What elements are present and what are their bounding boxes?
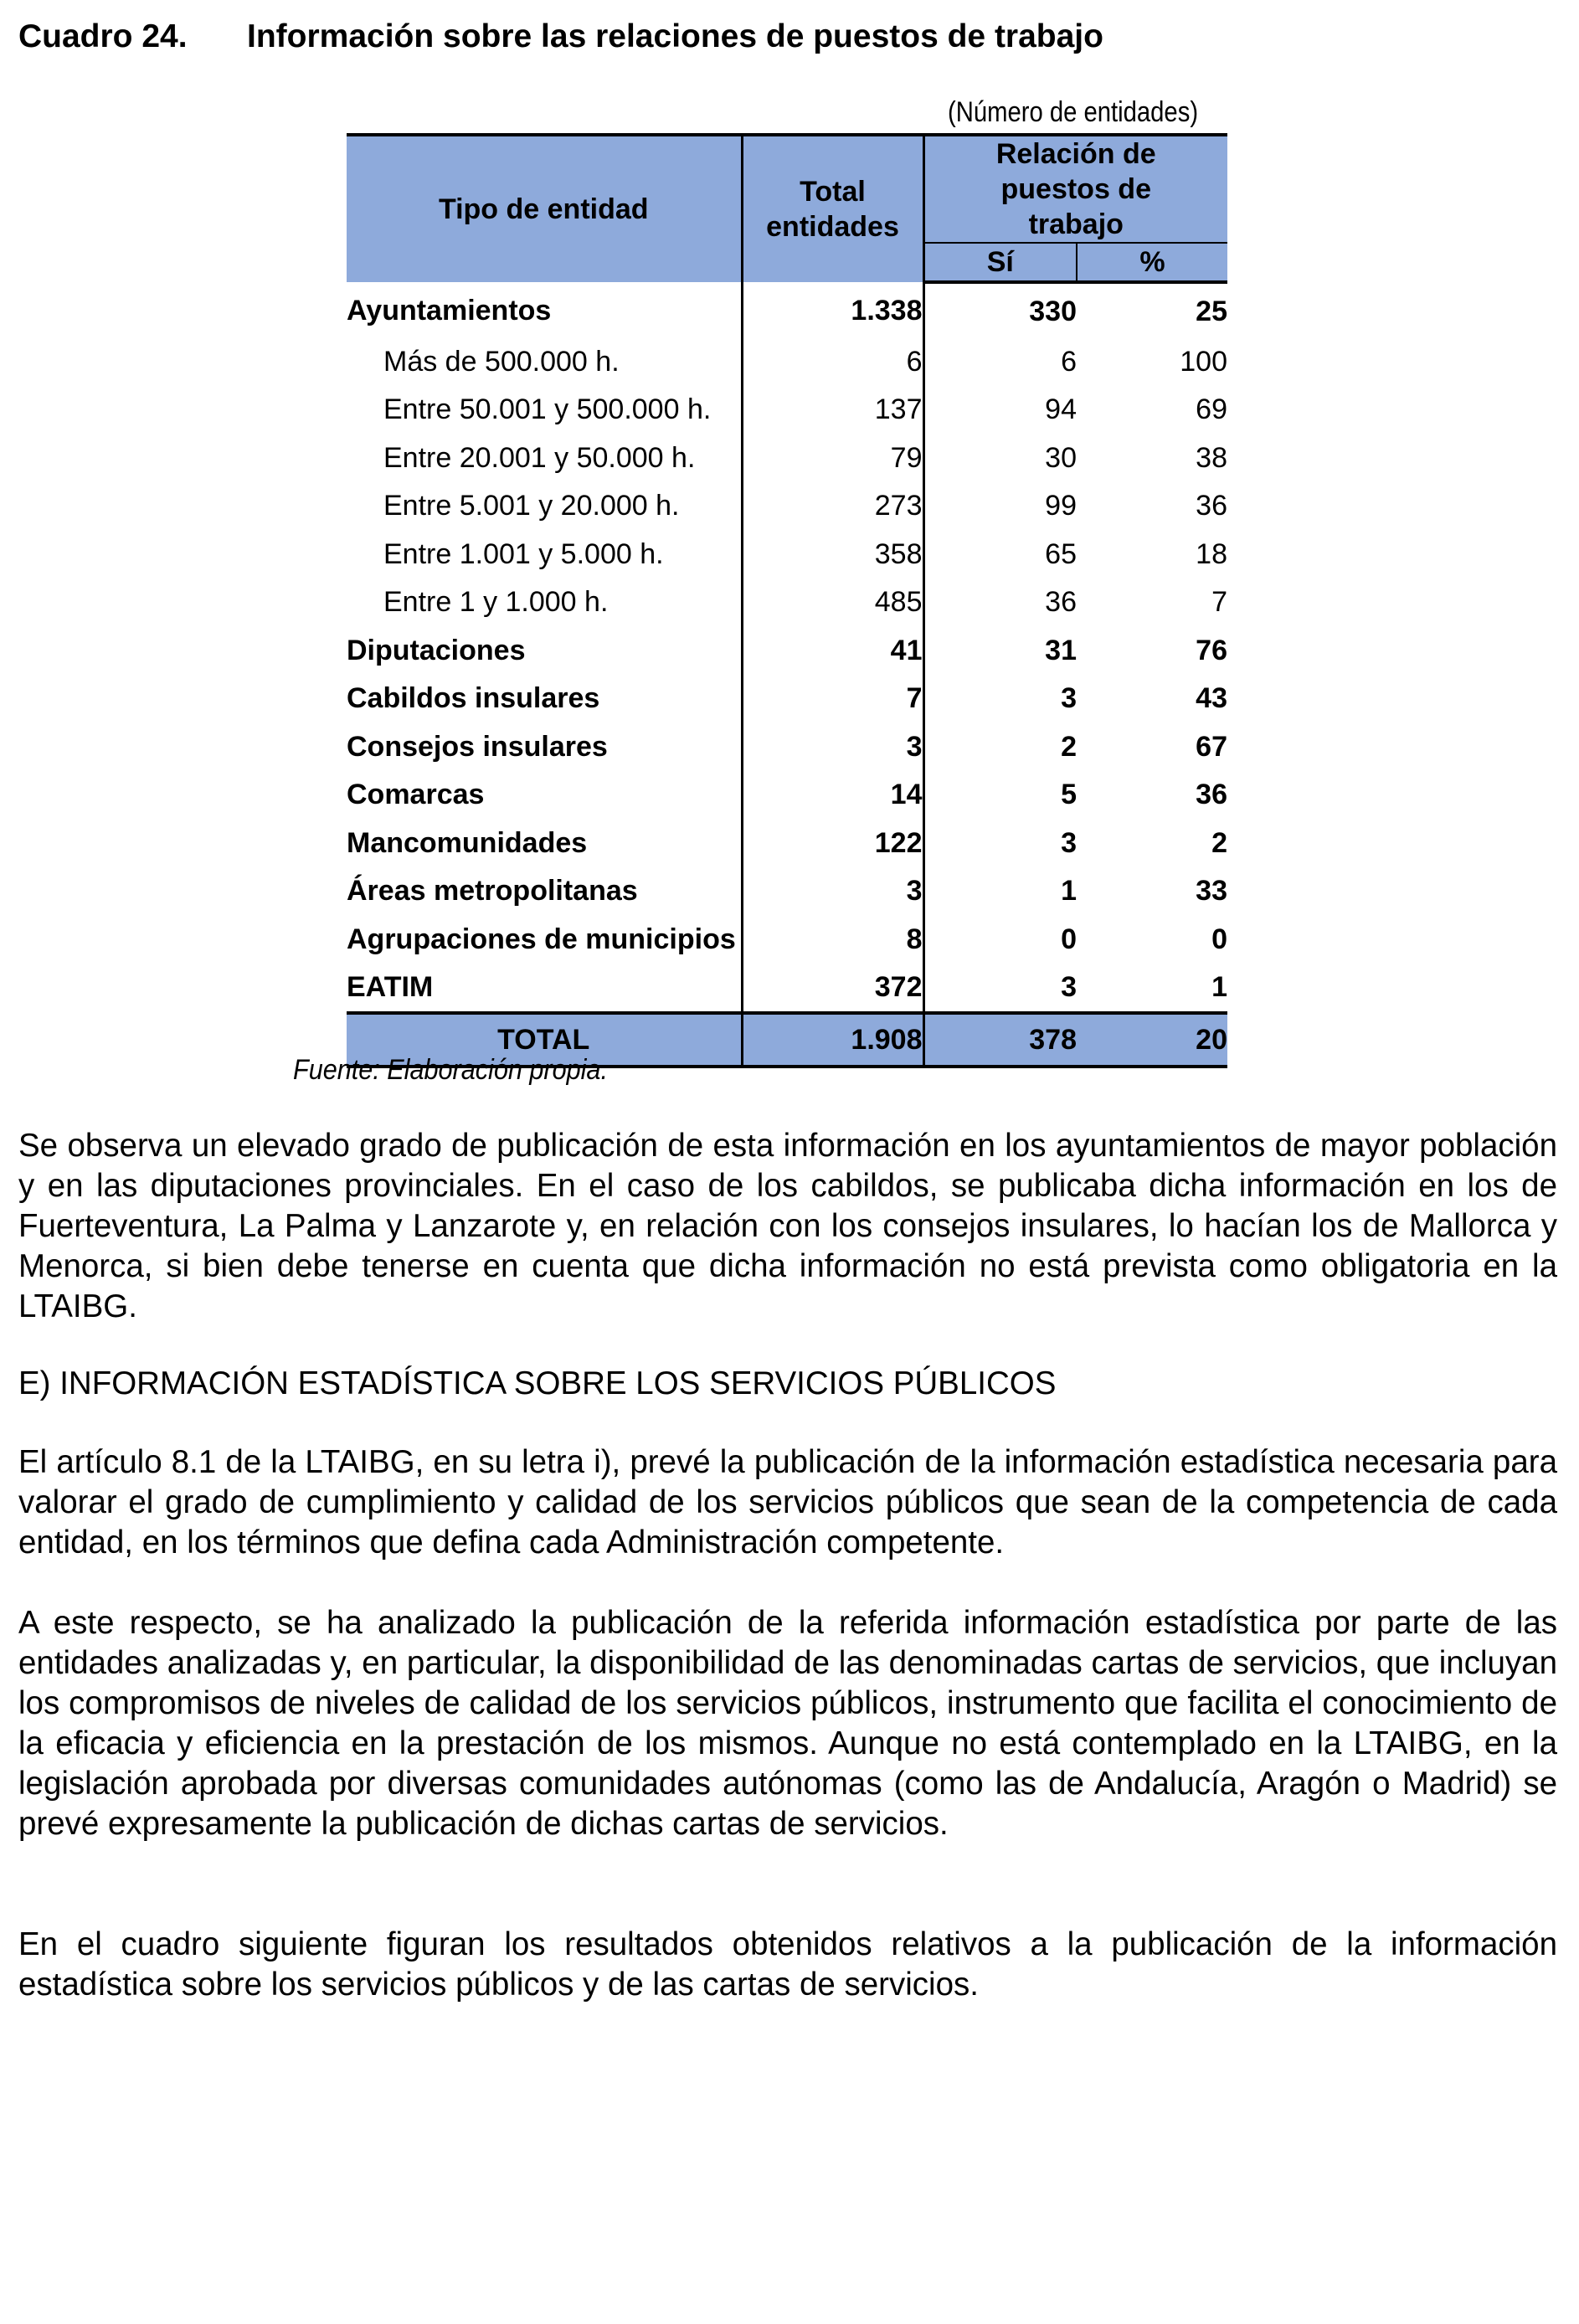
row-total: 41: [742, 626, 923, 675]
table-row: [347, 867, 1227, 916]
row-label: Más de 500.000 h.: [347, 337, 742, 386]
table-source: Fuente: Elaboración propia.: [293, 1054, 608, 1086]
table-title: Información sobre las relaciones de puestos de trabajo: [247, 18, 1103, 54]
table-number: Cuadro 24.: [18, 18, 188, 54]
row-total: 358: [742, 530, 923, 578]
row-label: Cabildos insulares: [347, 675, 742, 723]
row-si: 30: [1045, 441, 1077, 474]
row-label: EATIM: [347, 964, 742, 1014]
row-label: Agrupaciones de municipios: [347, 915, 742, 964]
row-total: 372: [742, 964, 923, 1014]
row-total: 7: [742, 675, 923, 723]
table-row: [347, 337, 1227, 386]
total-si: 378: [923, 1013, 1077, 1067]
table-row: [347, 915, 1227, 964]
table-row: [347, 530, 1227, 578]
row-pct: 76: [1196, 634, 1227, 666]
row-label: Diputaciones: [347, 626, 742, 675]
row-label: Mancomunidades: [347, 819, 742, 867]
table-row: [347, 771, 1227, 820]
row-pct: 7: [1211, 586, 1227, 619]
row-pct: 100: [1180, 345, 1227, 378]
row-pct: 0: [1211, 923, 1227, 955]
row-total: 273: [742, 482, 923, 531]
row-total: 485: [742, 578, 923, 627]
row-total: 3: [742, 722, 923, 771]
row-pct: 18: [1196, 537, 1227, 570]
table-row: [347, 722, 1227, 771]
table-row: [347, 482, 1227, 531]
row-si: 6: [1061, 345, 1077, 378]
table-row: [347, 386, 1227, 434]
row-total: 6: [742, 337, 923, 386]
paragraph-3: A este respecto, se ha analizado la publicación de la referida información estadística por parte de las entidades analizadas y, en particular, la disponibilidad de las denominadas cartas de servicios, que incluyan los compromisos de niveles de calidad de los servicios públicos, instrumento que facilita el conocimiento de la eficacia y eficiencia en la prestación de los mismos. Aunque no está contemplado en la LTAIBG, en la legislación aprobada por diversas comunidades autónomas (como las de Andalucía, Aragón o Madrid) se prevé expresamente la publicación de dichas cartas de servicios.: [18, 1605, 1557, 1842]
table-row: [347, 819, 1227, 867]
table-row: [347, 964, 1227, 1014]
table-row: [347, 626, 1227, 675]
row-pct: 67: [1196, 730, 1227, 763]
paragraph-1: Se observa un elevado grado de publicación de esta información en los ayuntamientos de mayor población y en las diputaciones provinciales. En el caso de los cabildos, se publicaba dicha información en los de Fuerteventura, La Palma y Lanzarote y, en relación con los consejos insulares, lo hacían los de Mallorca y Menorca, si bien debe tenerse en cuenta que dicha información no está prevista como obligatoria en la LTAIBG.: [18, 1128, 1557, 1324]
header-si: Sí: [923, 243, 1077, 282]
header-relacion-puestos: Relación de puestos de trabajo: [923, 135, 1227, 243]
row-total: 122: [742, 819, 923, 867]
row-si: 5: [1061, 779, 1077, 811]
rpt-table: [347, 133, 1227, 1068]
row-si: 330: [1029, 296, 1077, 327]
row-si: 2: [1061, 730, 1077, 763]
header-pct: %: [1077, 243, 1227, 282]
table-row: [347, 434, 1227, 482]
row-pct: 25: [1196, 296, 1227, 327]
units-note: (Número de entidades): [948, 96, 1199, 128]
row-si: 31: [1045, 634, 1077, 666]
row-label: Entre 20.001 y 50.000 h.: [347, 434, 742, 482]
row-pct: 38: [1196, 441, 1227, 474]
row-total: 14: [742, 771, 923, 820]
row-si: 99: [1045, 490, 1077, 522]
row-total: 137: [742, 386, 923, 434]
row-total: 79: [742, 434, 923, 482]
row-total: 3: [742, 867, 923, 916]
table-heading: [18, 18, 1103, 55]
row-si: 36: [1045, 586, 1077, 619]
row-label: Áreas metropolitanas: [347, 867, 742, 916]
table-row: [347, 578, 1227, 627]
row-label: Comarcas: [347, 771, 742, 820]
row-pct: 33: [1196, 875, 1227, 907]
row-pct: 2: [1211, 826, 1227, 859]
total-pct: 20: [1077, 1013, 1227, 1067]
table-row: [347, 675, 1227, 723]
row-label: Ayuntamientos: [347, 282, 742, 337]
row-total: 1.338: [742, 282, 923, 337]
row-label: Entre 1 y 1.000 h.: [347, 578, 742, 627]
row-pct: 43: [1196, 682, 1227, 715]
total-total: 1.908: [742, 1013, 923, 1067]
row-pct: 36: [1196, 490, 1227, 522]
row-si: 0: [1061, 923, 1077, 955]
row-pct: 36: [1196, 779, 1227, 811]
row-si: 94: [1045, 393, 1077, 426]
row-si: 3: [1061, 971, 1077, 1004]
row-si: 65: [1045, 537, 1077, 570]
row-si: 3: [1061, 826, 1077, 859]
paragraph-2: El artículo 8.1 de la LTAIBG, en su letra i), prevé la publicación de la información estadística necesaria para valorar el grado de cumplimiento y calidad de los servicios públicos que sean de la competencia de cada entidad, en los términos que defina cada Administración competente.: [18, 1444, 1557, 1560]
total-label: TOTAL: [347, 1013, 742, 1067]
table-row: [347, 282, 1227, 337]
header-tipo-entidad: Tipo de entidad: [347, 135, 742, 282]
row-pct: 69: [1196, 393, 1227, 426]
section-title: E) INFORMACIÓN ESTADÍSTICA SOBRE LOS SERVICIOS PÚBLICOS: [18, 1365, 1057, 1401]
paragraph-4: En el cuadro siguiente figuran los resultados obtenidos relativos a la publicación de la información estadística sobre los servicios públicos y de las cartas de servicios.: [18, 1926, 1557, 2003]
row-total: 8: [742, 915, 923, 964]
row-si: 1: [1061, 875, 1077, 907]
row-label: Entre 1.001 y 5.000 h.: [347, 530, 742, 578]
header-total-entidades: Total entidades: [742, 135, 923, 282]
row-si: 3: [1061, 682, 1077, 715]
table-body: [347, 282, 1227, 1013]
row-pct: 1: [1211, 971, 1227, 1004]
row-label: Entre 50.001 y 500.000 h.: [347, 386, 742, 434]
row-label: Entre 5.001 y 20.000 h.: [347, 482, 742, 531]
row-label: Consejos insulares: [347, 722, 742, 771]
